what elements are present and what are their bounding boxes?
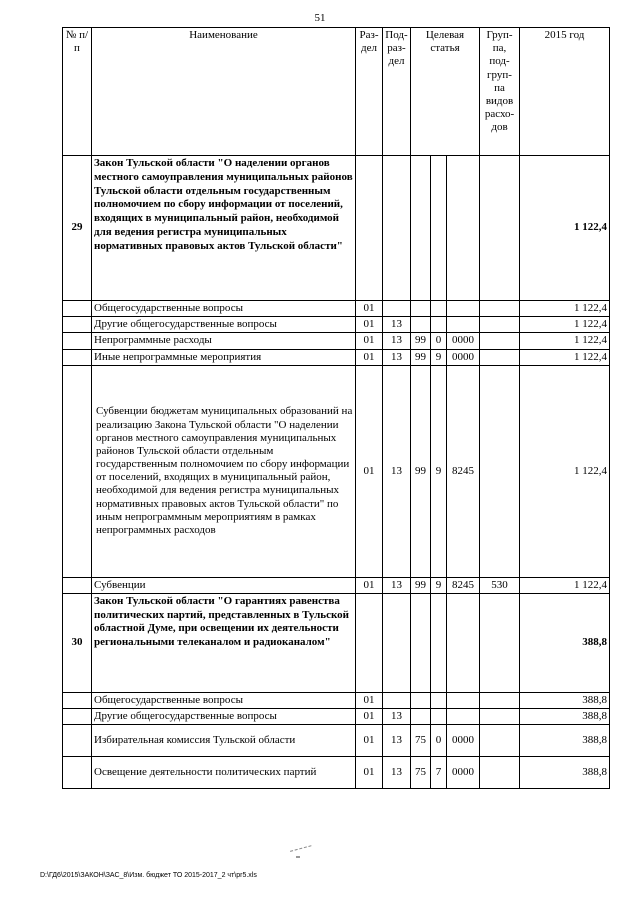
row-target-2: 9: [431, 365, 447, 577]
row-name: Непрограммные расходы: [92, 333, 356, 349]
row-subsection: 13: [383, 365, 411, 577]
row-target-2: 9: [431, 577, 447, 593]
row-amount: 1 122,4: [520, 349, 610, 365]
row-subsection: 13: [383, 333, 411, 349]
row-target-3: 0000: [447, 333, 480, 349]
row-number: [63, 365, 92, 577]
row-target-3: 0000: [447, 757, 480, 789]
row-number: 30: [63, 593, 92, 692]
row-number: [63, 349, 92, 365]
row-group: [480, 349, 520, 365]
row-target-3: [447, 317, 480, 333]
row-target-3: [447, 692, 480, 708]
row-name: Общегосударственные вопросы: [92, 692, 356, 708]
header-subsection: Под-раз-дел: [383, 28, 411, 156]
row-target-2: [431, 301, 447, 317]
row-target-1: [411, 593, 431, 692]
row-group: [480, 156, 520, 301]
row-group: [480, 593, 520, 692]
row-number: 29: [63, 156, 92, 301]
header-year: 2015 год: [520, 28, 610, 156]
row-name: Общегосударственные вопросы: [92, 301, 356, 317]
row-amount: 388,8: [520, 757, 610, 789]
row-amount: 388,8: [520, 593, 610, 692]
table-row: [63, 317, 610, 333]
row-group: [480, 692, 520, 708]
row-target-3: 8245: [447, 577, 480, 593]
row-section: 01: [356, 365, 383, 577]
table-row: [63, 593, 610, 692]
table-row: [63, 156, 610, 301]
row-target-2: 0: [431, 333, 447, 349]
row-number: [63, 317, 92, 333]
row-group: [480, 333, 520, 349]
table-row: [63, 349, 610, 365]
row-subsection: 13: [383, 725, 411, 757]
row-group: 530: [480, 577, 520, 593]
row-number: [63, 333, 92, 349]
row-target-3: [447, 301, 480, 317]
row-amount: 1 122,4: [520, 301, 610, 317]
row-subsection: [383, 593, 411, 692]
row-subsection: 13: [383, 757, 411, 789]
row-amount: 1 122,4: [520, 156, 610, 301]
row-section: 01: [356, 577, 383, 593]
row-subsection: 13: [383, 709, 411, 725]
row-group: [480, 317, 520, 333]
row-amount: 1 122,4: [520, 317, 610, 333]
header-target: Целевая статья: [411, 28, 480, 156]
row-number: [63, 301, 92, 317]
row-target-1: [411, 709, 431, 725]
row-subsection: 13: [383, 349, 411, 365]
row-name: Субвенции: [92, 577, 356, 593]
row-target-3: 0000: [447, 349, 480, 365]
row-number: [63, 725, 92, 757]
row-group: [480, 301, 520, 317]
table-row: [63, 301, 610, 317]
row-target-1: 75: [411, 725, 431, 757]
header-row: [63, 28, 610, 156]
row-target-1: [411, 317, 431, 333]
row-section: 01: [356, 692, 383, 708]
row-name: Закон Тульской области "О гарантиях равенства политических партий, представленных в Тульской областной Думе, при освещении их деятельности региональными телеканалом и радиоканалом": [92, 593, 356, 692]
row-group: [480, 709, 520, 725]
table-row: [63, 709, 610, 725]
row-number: [63, 577, 92, 593]
scan-artifact: [290, 845, 312, 854]
header-num: № п/п: [63, 28, 92, 156]
row-subsection: [383, 301, 411, 317]
row-target-3: [447, 156, 480, 301]
row-name: Другие общегосударственные вопросы: [92, 317, 356, 333]
table-row: [63, 692, 610, 708]
footer-file-path: D:\ГД6\2015\ЗАКОН\ЗАС_8\Изм. бюджет ТО 2015-2017_2 чт\pr5.xls: [40, 872, 257, 879]
row-target-2: [431, 692, 447, 708]
row-target-2: [431, 709, 447, 725]
table-row: [63, 577, 610, 593]
row-name: Избирательная комиссия Тульской области: [92, 725, 356, 757]
row-section: 01: [356, 301, 383, 317]
row-section: 01: [356, 725, 383, 757]
row-group: [480, 365, 520, 577]
row-section: 01: [356, 333, 383, 349]
row-target-1: [411, 156, 431, 301]
row-subsection: [383, 692, 411, 708]
row-name: Субвенции бюджетам муниципальных образований на реализацию Закона Тульской области "О наделении органов местного самоуправления муниципальных районов Тульской области отдельным государственным полномочием по сбору информации от поселений, входящих в муниципальный район, необходимой для ведения регистра муниципальных нормативных правовых актов Тульской области" по иным непрограммным мероприятиям в рамках непрограммных расходов: [92, 365, 356, 577]
row-section: [356, 156, 383, 301]
row-subsection: 13: [383, 577, 411, 593]
row-target-2: [431, 317, 447, 333]
row-target-1: 99: [411, 365, 431, 577]
row-target-2: 7: [431, 757, 447, 789]
table-row: [63, 757, 610, 789]
row-section: 01: [356, 317, 383, 333]
row-amount: 388,8: [520, 709, 610, 725]
row-name: Другие общегосударственные вопросы: [92, 709, 356, 725]
row-section: 01: [356, 349, 383, 365]
row-amount: 1 122,4: [520, 365, 610, 577]
scan-artifact: [296, 856, 300, 858]
row-number: [63, 757, 92, 789]
row-target-1: [411, 692, 431, 708]
row-section: 01: [356, 709, 383, 725]
row-number: [63, 709, 92, 725]
header-name: Наименование: [92, 28, 356, 156]
row-section: 01: [356, 757, 383, 789]
header-group: Груп-па, под-груп-па видов расхо-дов: [480, 28, 520, 156]
table-row: [63, 725, 610, 757]
row-target-2: [431, 156, 447, 301]
row-subsection: [383, 156, 411, 301]
row-target-1: 99: [411, 577, 431, 593]
row-subsection: 13: [383, 317, 411, 333]
row-target-1: 75: [411, 757, 431, 789]
row-target-2: [431, 593, 447, 692]
row-name: Иные непрограммные мероприятия: [92, 349, 356, 365]
row-amount: 388,8: [520, 692, 610, 708]
row-target-3: 8245: [447, 365, 480, 577]
page-number: 51: [314, 12, 326, 24]
row-group: [480, 757, 520, 789]
budget-table: [62, 27, 610, 789]
header-section: Раз-дел: [356, 28, 383, 156]
row-name: Освещение деятельности политических партий: [92, 757, 356, 789]
row-target-1: 99: [411, 333, 431, 349]
row-amount: 388,8: [520, 725, 610, 757]
row-group: [480, 725, 520, 757]
row-target-3: [447, 593, 480, 692]
row-target-2: 9: [431, 349, 447, 365]
row-number: [63, 692, 92, 708]
row-target-3: 0000: [447, 725, 480, 757]
row-target-3: [447, 709, 480, 725]
row-target-1: [411, 301, 431, 317]
row-amount: 1 122,4: [520, 577, 610, 593]
table-row: [63, 333, 610, 349]
row-target-2: 0: [431, 725, 447, 757]
table-row: [63, 365, 610, 577]
row-section: [356, 593, 383, 692]
row-amount: 1 122,4: [520, 333, 610, 349]
row-target-1: 99: [411, 349, 431, 365]
row-name: Закон Тульской области "О наделении органов местного самоуправления муниципальных районов Тульской области отдельным государственным полномочием по сбору информации от поселений, входящих в муниципальный район, необходимой для ведения регистра муниципальных нормативных правовых актов Тульской области": [92, 156, 356, 301]
